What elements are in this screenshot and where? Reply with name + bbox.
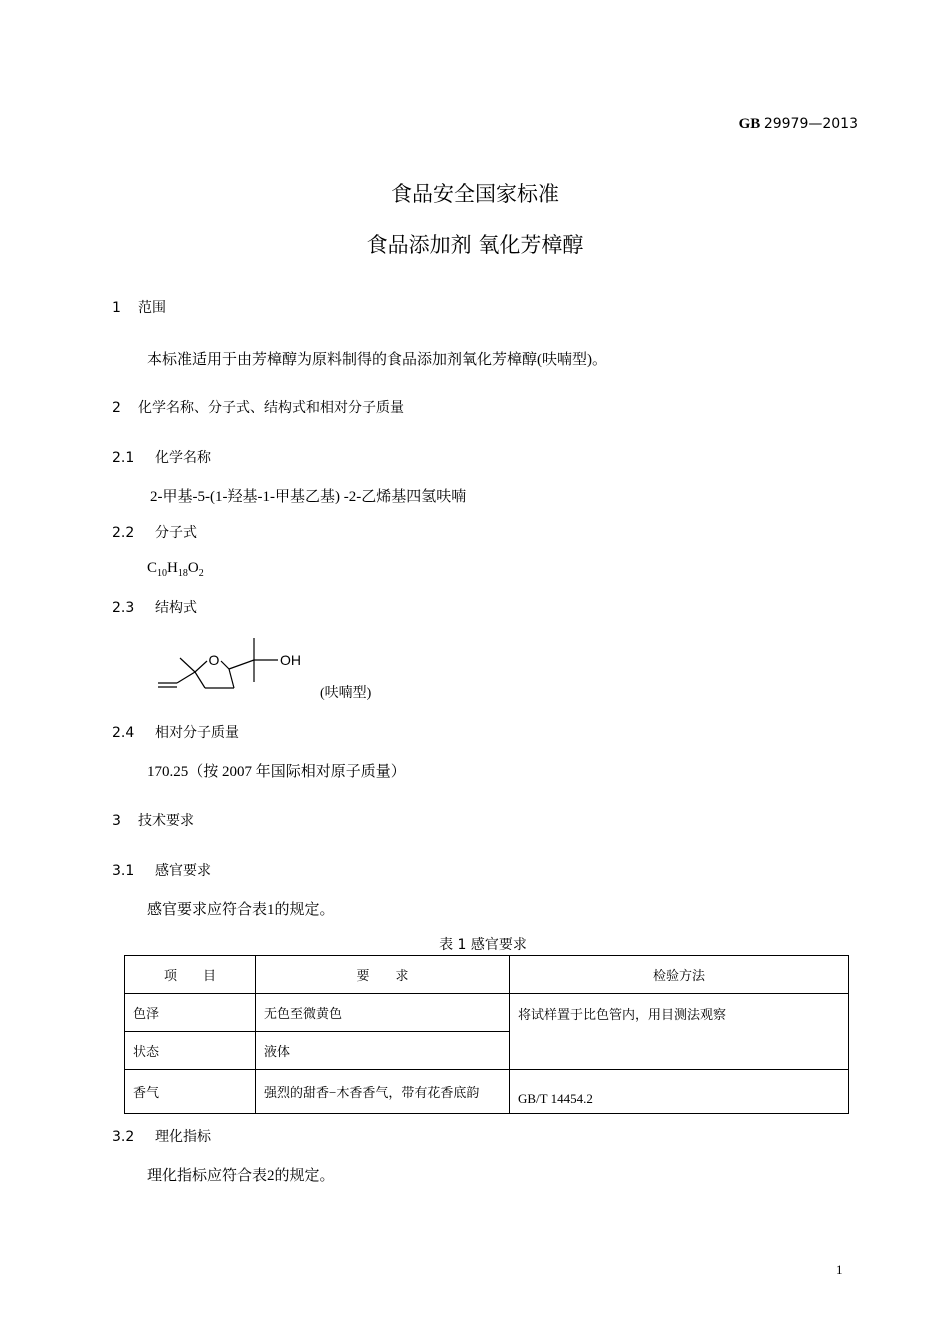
section-number: 2.3 bbox=[112, 600, 135, 616]
section-number: 2 bbox=[112, 400, 121, 416]
standard-number: 29979—2013 bbox=[763, 116, 858, 132]
sensory-requirements-table bbox=[124, 955, 849, 1114]
molecular-formula: $C_{10}H_{18}O_2$ bbox=[147, 560, 204, 579]
table-header-cell: 检验方法 bbox=[510, 956, 849, 994]
section-number: 3.2 bbox=[112, 1129, 135, 1145]
sensory-text: 感官要求应符合表1的规定。 bbox=[147, 902, 335, 918]
table-header-cell: 项 目 bbox=[125, 956, 256, 994]
section-number: 1 bbox=[112, 300, 121, 316]
section-number: 3.1 bbox=[112, 863, 135, 879]
table-cell-item: 色泽 bbox=[125, 994, 256, 1032]
section-title: 结构式 bbox=[155, 600, 197, 616]
section-title: 范围 bbox=[138, 300, 166, 316]
main-title: 食品安全国家标准 bbox=[391, 182, 559, 206]
table-row bbox=[125, 1070, 849, 1114]
standard-prefix: GB bbox=[738, 116, 761, 132]
table-header-row bbox=[125, 956, 849, 994]
section-2-2-heading bbox=[112, 522, 197, 542]
section-title: 化学名称、分子式、结构式和相对分子质量 bbox=[138, 400, 404, 416]
section-1-heading bbox=[112, 297, 166, 317]
section-number: 2.1 bbox=[112, 450, 135, 466]
table-cell-method: GB/T 14454.2 bbox=[510, 1070, 849, 1114]
table-row bbox=[125, 994, 849, 1032]
molecular-mass-text: 170.25（按 2007 年国际相对原子质量） bbox=[147, 764, 406, 780]
page-number: 1 bbox=[836, 1262, 843, 1277]
section-title: 感官要求 bbox=[155, 863, 211, 879]
physicochemical-text: 理化指标应符合表2的规定。 bbox=[147, 1168, 335, 1184]
section-2-4-heading bbox=[112, 722, 239, 742]
chemical-name-text: 2-甲基-5-(1-羟基-1-甲基乙基) -2-乙烯基四氢呋喃 bbox=[150, 489, 467, 505]
sub-title: 食品添加剂 氧化芳樟醇 bbox=[366, 233, 584, 257]
section-2-1-heading bbox=[112, 447, 211, 467]
scope-text: 本标准适用于由芳樟醇为原料制得的食品添加剂氧化芳樟醇(呋喃型)。 bbox=[147, 352, 607, 368]
section-2-3-heading bbox=[112, 597, 197, 617]
section-title: 相对分子质量 bbox=[155, 725, 239, 741]
section-title: 技术要求 bbox=[138, 813, 194, 829]
section-2-heading bbox=[112, 397, 404, 417]
section-3-2-heading bbox=[112, 1126, 211, 1146]
structural-formula bbox=[150, 636, 320, 696]
standard-code bbox=[739, 116, 858, 133]
section-title: 化学名称 bbox=[155, 450, 211, 466]
table-header-cell: 要 求 bbox=[256, 956, 510, 994]
table-cell-requirement: 无色至微黄色 bbox=[256, 994, 510, 1032]
section-title: 分子式 bbox=[155, 525, 197, 541]
table-cell-item: 香气 bbox=[125, 1070, 256, 1114]
section-title: 理化指标 bbox=[155, 1129, 211, 1145]
table-cell-requirement: 液体 bbox=[256, 1032, 510, 1070]
section-number: 2.4 bbox=[112, 725, 135, 741]
table-cell-item: 状态 bbox=[125, 1032, 256, 1070]
furan-type-label: (呋喃型) bbox=[320, 686, 372, 701]
section-number: 3 bbox=[112, 813, 121, 829]
section-3-1-heading bbox=[112, 860, 211, 880]
table-1-caption: 表 1 感官要求 bbox=[439, 937, 527, 953]
section-number: 2.2 bbox=[112, 525, 135, 541]
section-3-heading bbox=[112, 810, 194, 830]
oxygen-atom: O bbox=[208, 652, 220, 668]
table-cell-requirement: 强烈的甜香−木香香气，带有花香底韵 bbox=[256, 1070, 510, 1114]
hydroxyl-group: OH bbox=[280, 652, 301, 668]
table-cell-method: 将试样置于比色管内，用目测法观察 bbox=[510, 994, 849, 1070]
